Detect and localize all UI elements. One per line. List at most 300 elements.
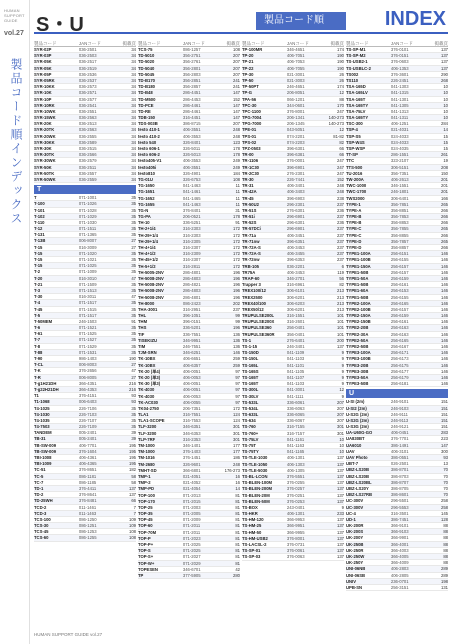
- product-code: TS-533L: [242, 399, 259, 405]
- jan-code: 286-4803: [182, 275, 201, 281]
- jan-code: 376-4411: [78, 485, 97, 491]
- product-code: SYR-20WK: [34, 133, 56, 139]
- product-code: TREX2500: [242, 294, 263, 300]
- product-code: TISEKIZU: [138, 337, 158, 343]
- jan-code: 226-7106: [78, 405, 97, 411]
- product-code: TK-AC030: [138, 399, 159, 405]
- page-number: 34: [131, 90, 136, 96]
- index-column-3: [242, 40, 344, 561]
- jan-code: 026-2501: [390, 461, 409, 467]
- page-number: 99: [235, 313, 240, 319]
- product-code: UA-U60G-GO: [346, 430, 373, 436]
- page-number: 81: [235, 542, 240, 547]
- jan-code: 071-1026: [78, 201, 97, 207]
- jan-code: 041-1165: [286, 449, 305, 455]
- page-number: 108: [128, 529, 136, 535]
- page-number: 145: [440, 510, 448, 516]
- product-code: UK-250W: [346, 554, 365, 559]
- jan-code: 406-4361: [78, 455, 97, 460]
- product-code: TS-BLEN-100M: [242, 480, 273, 486]
- product-code: TU-2016: [346, 170, 363, 176]
- page-number: 237: [336, 214, 344, 220]
- jan-code: 071-2029: [182, 560, 201, 566]
- product-code: TC-5: [34, 473, 44, 479]
- product-code: TOP-S+: [138, 554, 154, 560]
- page-number: 146: [440, 263, 448, 269]
- page-number: 237: [336, 257, 344, 263]
- page-number: 15: [443, 139, 448, 145]
- product-code: TG-1651: [138, 189, 155, 195]
- jan-code: 406-0051: [182, 387, 201, 393]
- product-code: T: [34, 195, 37, 201]
- product-code: TM-1000: [138, 449, 155, 455]
- product-code: UK-250B: [346, 541, 364, 547]
- jan-code: 406-0053: [182, 374, 201, 380]
- jan-code: 396-6301: [286, 146, 305, 151]
- jan-code: 366-9951: [286, 523, 305, 529]
- product-code: UAV Photo: [346, 455, 368, 460]
- jan-code: 376-7701: [390, 436, 409, 442]
- jan-code: 246-9103: [390, 405, 409, 411]
- jan-code: 206-8051: [286, 90, 305, 96]
- product-code: U-SI2 (2m): [346, 405, 367, 411]
- jan-code: 071-2005: [182, 511, 201, 517]
- jan-code: 406-3453: [286, 269, 305, 275]
- page-number: 190: [336, 65, 344, 71]
- product-code: TPZ-0503: [242, 146, 261, 151]
- jan-code: 386-8707: [390, 479, 409, 485]
- product-code: TR-50U2: [242, 201, 259, 207]
- product-code: TS-TLE-5030: [242, 467, 268, 473]
- page-number: 9: [341, 381, 344, 387]
- product-code: SYR-50K: [34, 164, 52, 170]
- product-code: TS-HM-25: [242, 523, 262, 529]
- jan-code: 406-0053: [182, 393, 201, 399]
- jan-code: 021-4054: [182, 486, 201, 492]
- jan-code: 336-6067: [286, 418, 305, 424]
- page-number: 119: [337, 269, 344, 275]
- jan-code: 071-1029: [78, 213, 97, 219]
- page-number: 195: [128, 442, 136, 448]
- page-number: 11: [235, 189, 240, 195]
- page-number: 14: [443, 127, 448, 133]
- product-code: TH-5+1/2: [138, 263, 156, 269]
- product-code: TYPE-B: [346, 220, 362, 226]
- jan-code: 246-7551: [182, 344, 201, 349]
- jan-code: 246-9101: [390, 399, 409, 405]
- product-code: T-8: [34, 343, 41, 349]
- page-number: 195: [128, 448, 136, 454]
- page-number: 137: [336, 486, 344, 492]
- index-row: [34, 177, 136, 183]
- page-number: 137: [336, 517, 344, 523]
- jan-code: 024-4035: [390, 146, 409, 151]
- jan-code: 406-2613: [390, 176, 409, 182]
- page-number: 301: [336, 430, 344, 436]
- product-code: TP-100MR: [242, 47, 263, 52]
- page-number: 35: [131, 213, 136, 219]
- jan-code: 356-7853: [390, 214, 409, 220]
- jan-code: 376-8481: [78, 498, 97, 504]
- page-number: 88: [443, 547, 448, 553]
- jan-code: 071-1001: [78, 195, 97, 201]
- page-number: 70: [443, 492, 448, 498]
- page-number: 146: [440, 319, 448, 325]
- product-code: TCS-60: [34, 535, 49, 541]
- product-code: UBT-7: [346, 461, 359, 467]
- page-number: 146: [440, 325, 448, 331]
- jan-code: 226-7103: [78, 411, 97, 417]
- page-number: 208: [440, 164, 448, 170]
- page-number: 9: [341, 504, 344, 510]
- product-code: TD-M500: [138, 96, 156, 102]
- product-code: TR-45: [242, 195, 254, 201]
- jan-code: 376-0251: [286, 492, 305, 498]
- product-code: TS-150D: [242, 350, 259, 356]
- product-code: THS: [138, 325, 147, 331]
- product-code: TSA-165LV: [346, 90, 368, 96]
- product-code: TG-1652: [138, 195, 155, 201]
- page-number: 88: [443, 541, 448, 547]
- page-number: 237: [336, 251, 344, 257]
- page-number: 249: [232, 158, 240, 164]
- jan-code: 326-5013: [182, 152, 201, 158]
- page-number: 10: [443, 102, 448, 108]
- page-number: 10: [443, 115, 448, 121]
- jan-code: 036-2563: [78, 127, 97, 133]
- product-code: TR-72A-S: [242, 251, 261, 257]
- product-code: TS-TLE-1030: [242, 455, 268, 461]
- page-number: 207: [336, 399, 344, 405]
- column-header-cell: 掲載頁: [122, 41, 136, 46]
- page-number: 247: [336, 108, 344, 114]
- jan-code: 406-3403: [286, 189, 305, 195]
- product-code: T-45: [34, 306, 43, 312]
- jan-code: 376-5551: [286, 473, 305, 479]
- page-number: 137: [336, 455, 344, 461]
- jan-code: 406-3553: [182, 133, 201, 139]
- jan-code: 296-6301: [286, 220, 305, 226]
- product-code: U-SI (2m): [346, 399, 365, 405]
- column-header: [138, 40, 240, 47]
- jan-code: 316-2303: [182, 232, 201, 238]
- page-number: 91: [235, 220, 240, 226]
- page-number: 268: [440, 77, 448, 83]
- jan-code: 071-1365: [78, 232, 97, 238]
- product-code: TD-5040: [138, 65, 155, 71]
- jan-code: 071-1517: [78, 312, 97, 318]
- page-number: 34: [131, 96, 136, 102]
- jan-code: 036-2555: [78, 133, 97, 139]
- jan-code: 041-1311: [390, 115, 409, 121]
- page-number: 147: [232, 115, 240, 121]
- product-code: TS-BLEN-20M: [242, 492, 270, 498]
- product-code: TREX40/100: [242, 300, 266, 306]
- page-number: 237: [336, 238, 344, 244]
- page-number: 39: [131, 436, 136, 442]
- jan-code: 005-2401: [78, 436, 97, 442]
- page-number: 137: [336, 542, 344, 547]
- page-number: 12: [339, 387, 344, 393]
- page-number: 97: [235, 381, 240, 387]
- page-number: 81: [235, 498, 240, 504]
- jan-code: 256-6161: [390, 319, 409, 325]
- product-code: TC-51: [34, 467, 46, 473]
- product-code: SYR-10KK: [34, 84, 55, 90]
- column-header-cell: 製品コード: [346, 41, 369, 46]
- jan-code: 016-3010: [78, 275, 97, 281]
- jan-code: 021-4031: [390, 127, 409, 133]
- page-number: 248: [232, 461, 240, 467]
- product-code: T-15: [34, 244, 43, 250]
- product-code: T-g22H21DH: [34, 386, 59, 392]
- page-number: 35: [131, 300, 136, 306]
- product-code: TOP-P+: [138, 542, 154, 547]
- product-code: TD-B48: [138, 90, 153, 96]
- product-code: SYR-30KK: [34, 139, 55, 145]
- page-number: 172: [232, 226, 240, 232]
- jan-code: 356-2801: [182, 65, 201, 71]
- page-number: 237: [336, 201, 344, 207]
- product-code: TSP-4: [346, 127, 358, 133]
- product-code: TCD-2: [34, 504, 47, 510]
- jan-code: 036-2577: [78, 96, 97, 102]
- product-code: U-S3G (2m): [346, 424, 369, 430]
- page-number: 137: [440, 59, 448, 65]
- product-code: SYR-05K: [34, 65, 52, 71]
- product-code: TS-SP-M2: [346, 53, 366, 59]
- jan-code: 406-3553: [182, 158, 201, 164]
- product-code: testo405-V1: [138, 158, 162, 164]
- product-code: TWC-1000: [346, 183, 367, 189]
- product-code: TS-BLEN-200M: [242, 486, 273, 492]
- page-number: 177: [232, 449, 240, 455]
- jan-code: 016-3009: [78, 244, 97, 250]
- page-number: 146: [440, 275, 448, 281]
- page-number: 241: [232, 84, 240, 90]
- product-code: TR-71nw: [242, 238, 260, 244]
- page-number: 81: [235, 548, 240, 554]
- jan-code: 226-7441: [286, 176, 305, 182]
- product-code: T-12: [34, 226, 43, 232]
- jan-code: 406-7055: [286, 65, 305, 71]
- jan-code: 071-1511: [78, 226, 97, 232]
- jan-code: 296-2301: [286, 201, 305, 207]
- product-code: UK-200Y: [346, 535, 364, 541]
- page-number: 27: [131, 238, 136, 244]
- product-code: TR-30: [242, 176, 254, 182]
- jan-code: 071-1021: [78, 257, 97, 262]
- page-number: 196: [232, 282, 240, 288]
- page-number: 101: [336, 331, 344, 337]
- product-code: UNI-06SB: [346, 572, 366, 578]
- product-code: TRUPULSE200X: [242, 319, 275, 325]
- jan-code: 036-2501: [78, 47, 97, 52]
- page-number: 248: [232, 127, 240, 133]
- jan-code: 071-1009: [78, 269, 97, 275]
- page-number: 35: [131, 281, 136, 287]
- column-header-cell: 製品コード: [242, 41, 265, 46]
- jan-code: 071-1515: [78, 306, 97, 312]
- page-number: 14: [235, 486, 240, 492]
- index-rows: [346, 399, 448, 591]
- jan-code: 396-6381: [286, 152, 305, 158]
- product-code: TS-1-15: [242, 344, 258, 349]
- page-number: 147: [440, 442, 448, 448]
- page-number: 137: [336, 344, 344, 349]
- page-number: 247: [336, 170, 344, 176]
- jan-code: 041-1313: [390, 108, 409, 114]
- page-number: 35: [131, 201, 136, 207]
- product-code: TCS-30: [34, 523, 49, 529]
- page-number: 34: [131, 47, 136, 52]
- jan-code: 376-1604: [78, 448, 97, 454]
- jan-code: 366-9955: [286, 529, 305, 535]
- product-code: SYR-03P: [34, 53, 52, 59]
- page-number: 137: [336, 554, 344, 560]
- page-number: 109: [128, 523, 136, 529]
- page-number: 97: [235, 368, 240, 374]
- jan-code: 406-1251: [390, 121, 409, 127]
- product-code: TYPE3-30B: [346, 368, 369, 374]
- page-number: 146: [440, 374, 448, 380]
- jan-code: 041-1463: [182, 201, 201, 207]
- product-code: TR-42A: [242, 189, 257, 195]
- jan-code: 336-6065: [286, 412, 305, 418]
- page-number: 10: [339, 443, 344, 448]
- product-code: T-CL: [34, 362, 44, 368]
- product-code: UC-300V: [346, 504, 364, 510]
- product-code: SYR-05RK: [34, 77, 55, 83]
- product-code: TS-165T: [242, 381, 259, 387]
- header-badge: 製品コード順: [256, 12, 346, 30]
- product-code: TK-10BX: [138, 362, 156, 368]
- product-code: TG-PA: [138, 214, 151, 220]
- product-code: UA830BT: [346, 436, 365, 442]
- page-number: 34: [131, 158, 136, 164]
- product-code: T-R: [34, 374, 41, 380]
- page-number: 137: [336, 473, 344, 479]
- page-number: 81: [235, 560, 240, 566]
- jan-code: 376-2656: [78, 368, 97, 374]
- product-code: TYPE2-20B: [346, 325, 369, 331]
- page-number: 16: [235, 473, 240, 479]
- jan-code: 036-2551: [78, 108, 97, 114]
- jan-code: 386-8703: [390, 473, 409, 479]
- jan-code: 346-9951: [182, 337, 201, 343]
- page-number: 137: [440, 47, 448, 52]
- product-code: TYPE3-50A: [346, 374, 369, 380]
- index-rows: [138, 47, 240, 579]
- page-number: 42: [235, 566, 240, 572]
- product-code: TOPESEN: [138, 566, 158, 572]
- product-code: T4-1035: [34, 417, 50, 423]
- product-code: TS-HM-50: [242, 529, 262, 535]
- jan-code: 041-1463: [182, 183, 201, 189]
- jan-code: 376-1403: [182, 449, 201, 455]
- jan-code: 336-7551: [182, 331, 201, 337]
- jan-code: 071-2013: [182, 492, 201, 498]
- page-number: 259: [232, 362, 240, 368]
- page-number: 207: [336, 405, 344, 411]
- page-number: 201: [440, 183, 448, 189]
- product-code: TYPE-B: [346, 214, 362, 220]
- page-number: 128: [440, 516, 448, 522]
- page-number: 258: [440, 498, 448, 504]
- product-code: TLA1: [138, 412, 149, 418]
- product-code: SYR-50WK: [34, 176, 56, 182]
- page-number: 265: [440, 201, 448, 207]
- jan-code: 036-2541: [78, 102, 97, 108]
- jan-code: 256-6179: [390, 374, 409, 380]
- product-code: TB-31: [34, 436, 46, 442]
- jan-code: 071-2023: [182, 535, 201, 541]
- page-number: 31: [235, 207, 240, 213]
- page-number: 35: [131, 343, 136, 349]
- page-number: 136: [232, 331, 240, 337]
- page-number: 146: [232, 350, 240, 356]
- product-code: TMP-2: [138, 480, 151, 486]
- header-index-title: INDEX: [384, 8, 446, 30]
- product-code: T-110: [34, 219, 45, 225]
- product-code: SYR-10WK: [34, 108, 56, 114]
- jan-code: 256-6153: [390, 288, 409, 294]
- jan-code: 226-7109: [78, 424, 97, 430]
- product-code: TS-165T: [242, 374, 259, 380]
- page-number: 108: [128, 535, 136, 541]
- page-number: 195: [128, 461, 136, 467]
- jan-code: 406-1353: [390, 65, 409, 71]
- jan-code: 286-4801: [182, 269, 201, 275]
- product-code: TYPE2-150B: [346, 319, 371, 325]
- page-number: 178: [232, 152, 240, 158]
- product-code: UC-300V: [346, 498, 364, 504]
- product-code: UBZ-LS27RB: [346, 492, 373, 498]
- product-code: TYPE-1: [346, 201, 361, 207]
- product-code: TMP-1: [138, 473, 151, 479]
- page-number: 88: [443, 535, 448, 541]
- page-number: 81: [235, 554, 240, 560]
- jan-code: 336-5251: [182, 220, 201, 226]
- page-number: 123: [232, 139, 240, 145]
- product-code: TS-634: [242, 418, 256, 424]
- product-code: UBZ-LS20B: [346, 467, 370, 473]
- jan-code: 406-4365: [78, 461, 97, 467]
- column-header-cell: 掲載頁: [434, 41, 448, 46]
- page-number: 146: [440, 337, 448, 343]
- product-code: TK-4030: [138, 387, 155, 393]
- product-code: TS-75LV: [242, 436, 259, 442]
- jan-code: 226-7107: [78, 417, 97, 423]
- page-number: 88: [443, 529, 448, 535]
- jan-code: 256-0401: [286, 325, 305, 331]
- page-number: 280: [232, 572, 240, 578]
- jan-code: 376-0063: [286, 554, 305, 560]
- page-number: 137: [128, 492, 136, 498]
- page-number: 216: [128, 380, 136, 386]
- jan-code: 376-8401: [182, 207, 201, 213]
- page-number: 39: [131, 430, 136, 436]
- page-number: 172: [232, 263, 240, 269]
- jan-code: 276-6301: [286, 207, 305, 213]
- product-code: TMP-PD: [138, 486, 155, 492]
- page-number: 11: [235, 195, 240, 201]
- jan-code: 316-4451: [182, 115, 201, 121]
- jan-code: 256-6167: [390, 344, 409, 349]
- page-number: 301: [232, 436, 240, 442]
- page-number: 34: [131, 176, 136, 182]
- column-header: [346, 40, 448, 47]
